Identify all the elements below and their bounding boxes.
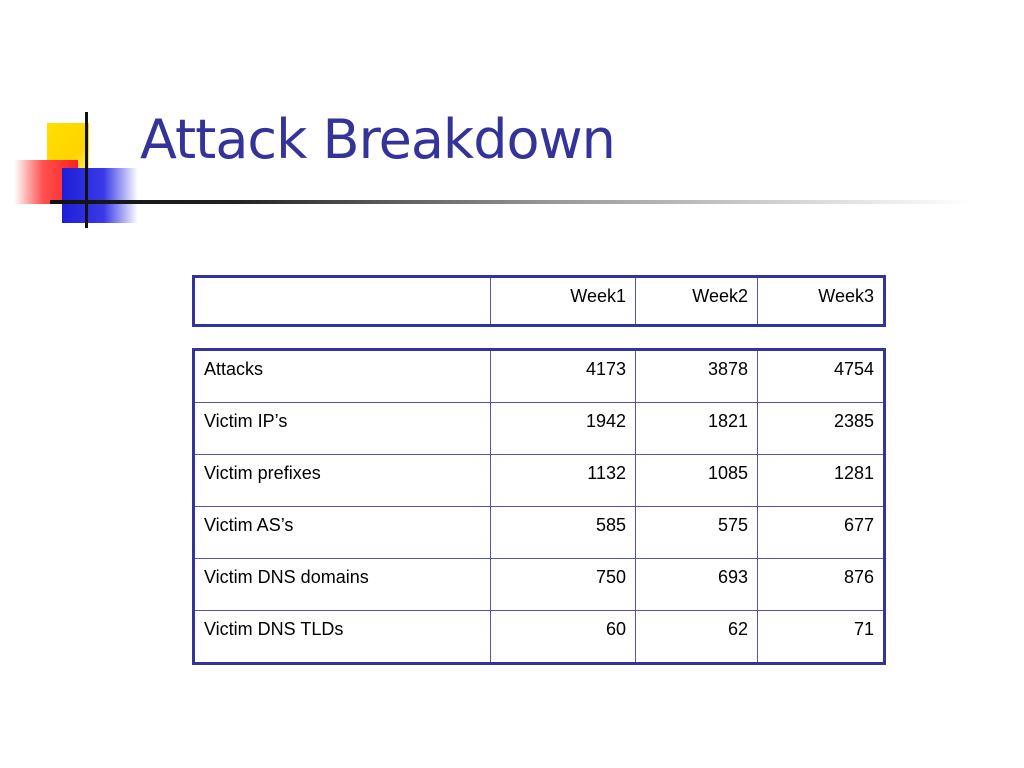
- table-row-victim-dns-tlds: [194, 611, 885, 664]
- header-cell-empty: [194, 277, 491, 326]
- title-underline-rule: [50, 200, 970, 204]
- row-label: Victim DNS TLDs: [194, 611, 491, 664]
- header-cell-week1: Week1: [491, 277, 636, 326]
- cell-week2: 575: [636, 507, 758, 559]
- cell-week3: 876: [758, 559, 885, 611]
- cell-week1: 1132: [491, 455, 636, 507]
- row-label: Victim AS’s: [194, 507, 491, 559]
- cell-week1: 585: [491, 507, 636, 559]
- row-label: Attacks: [194, 350, 491, 403]
- cell-week2: 1085: [636, 455, 758, 507]
- table-row-attacks: [194, 350, 885, 403]
- table-row-victim-ips: [194, 403, 885, 455]
- table-row-victim-as: [194, 507, 885, 559]
- row-label: Victim DNS domains: [194, 559, 491, 611]
- cell-week2: 693: [636, 559, 758, 611]
- cell-week1: 4173: [491, 350, 636, 403]
- cell-week2: 62: [636, 611, 758, 664]
- cell-week3: 1281: [758, 455, 885, 507]
- week-header-table: [192, 275, 886, 327]
- cell-week2: 3878: [636, 350, 758, 403]
- cell-week2: 1821: [636, 403, 758, 455]
- cell-week3: 4754: [758, 350, 885, 403]
- row-label: Victim prefixes: [194, 455, 491, 507]
- header-cell-week2: Week2: [636, 277, 758, 326]
- cell-week1: 60: [491, 611, 636, 664]
- cell-week3: 2385: [758, 403, 885, 455]
- vertical-line-decoration: [85, 112, 88, 228]
- attack-stats-table: [192, 348, 886, 665]
- cell-week3: 677: [758, 507, 885, 559]
- row-label: Victim IP’s: [194, 403, 491, 455]
- header-row: [194, 277, 885, 326]
- header-cell-week3: Week3: [758, 277, 885, 326]
- table-row-victim-dns-domains: [194, 559, 885, 611]
- cell-week1: 750: [491, 559, 636, 611]
- cell-week3: 71: [758, 611, 885, 664]
- blue-square-decoration: [62, 168, 138, 223]
- cell-week1: 1942: [491, 403, 636, 455]
- slide-title: Attack Breakdown: [140, 108, 615, 171]
- table-row-victim-prefixes: [194, 455, 885, 507]
- title-decoration-logo: [0, 0, 150, 240]
